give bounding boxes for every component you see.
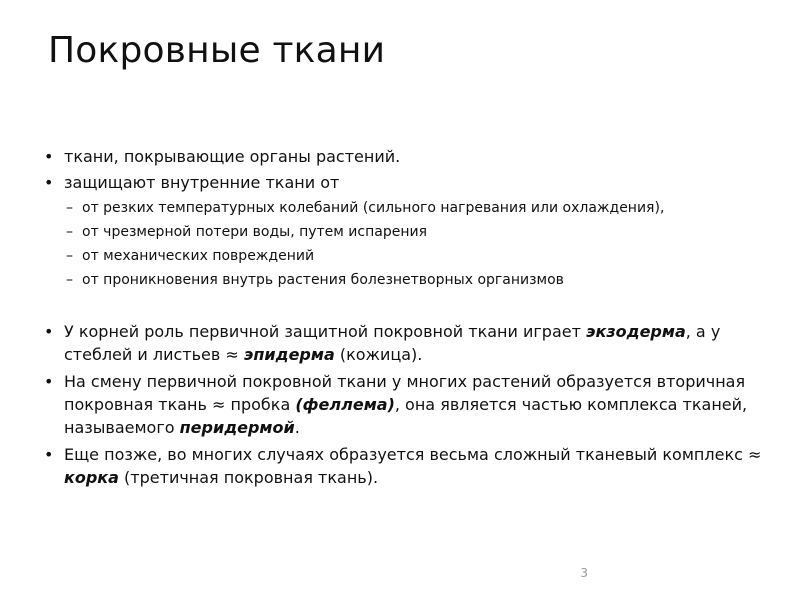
sub-bullet-item: – от механических повреждений — [44, 246, 764, 267]
text-run: , а у стеблей и листьев ≈ — [64, 322, 721, 364]
term-phellem: (феллема) — [295, 395, 395, 414]
term-exodermis: экзодерма — [586, 322, 686, 341]
text-run: На смену первичной покровной ткани у многих растений образуется вторичная покровная ткань ≈ пробка — [64, 372, 746, 414]
text-run: (кожица). — [334, 345, 423, 364]
term-bark: корка — [64, 468, 119, 487]
sub-bullet-item: – от проникновения внутрь растения болезнетворных организмов — [44, 270, 764, 291]
page-number: 3 — [580, 566, 588, 580]
text-run: Еще позже, во многих случаях образуется весьма сложный тканевый комплекс ≈ — [64, 445, 762, 464]
text-run: . — [294, 418, 300, 437]
bullet-item: • ткани, покрывающие органы растений. — [44, 146, 764, 168]
bullet-item: • защищают внутренние ткани от — [44, 172, 764, 194]
text-run: (третичная покровная ткань). — [118, 468, 379, 487]
bullet-paragraph-secondary — [44, 370, 764, 439]
sub-bullet-item: – от чрезмерной потери воды, путем испарения — [44, 222, 764, 243]
section-spacer — [44, 294, 764, 320]
slide-content — [44, 146, 764, 493]
slide-title: Покровные ткани — [48, 30, 386, 71]
bullet-paragraph-roots — [44, 320, 764, 366]
bullet-paragraph-tertiary — [44, 443, 764, 489]
sub-bullet-item: – от резких температурных колебаний (сильного нагревания или охлаждения), — [44, 198, 764, 219]
term-epidermis: эпидерма — [243, 345, 335, 364]
text-run: У корней роль первичной защитной покровной ткани играет — [64, 322, 587, 341]
term-periderm: перидермой — [179, 418, 295, 437]
text-run: , она является частью комплекса тканей, называемого — [64, 395, 748, 437]
